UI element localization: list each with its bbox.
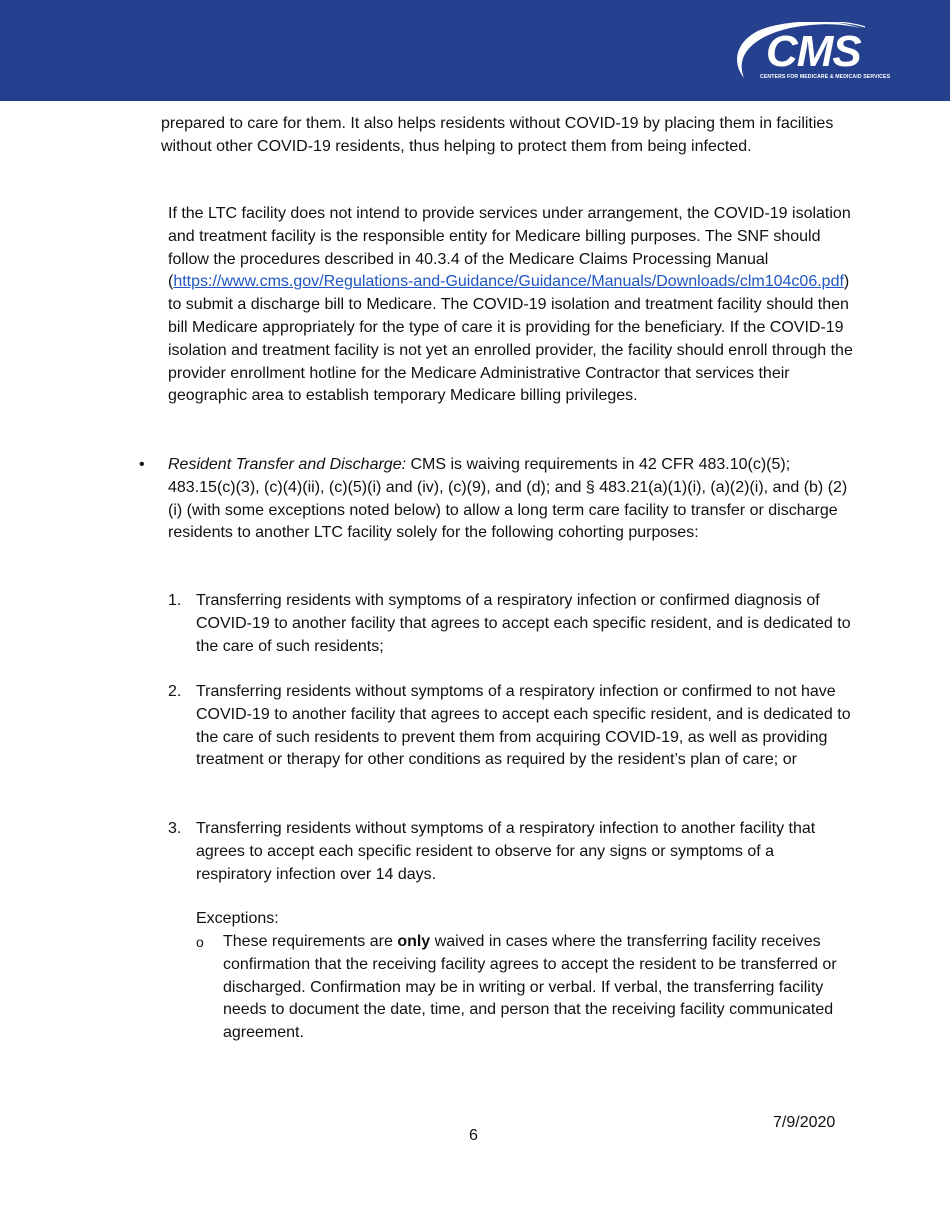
list-item: Transferring residents with symptoms of a respiratory infection or confirmed diagnosis of COVID-19 to another facility that agrees to accept each specific resident, and is dedicated to the care of such residents; xyxy=(196,592,851,655)
billing-text-after: ) to submit a discharge bill to Medicare. The COVID-19 isolation and treatment facility should then bill Medicare appropriately for the type of care it is providing for the beneficiary. If the COVID-19 isolation and treatment facility is not yet an enrolled provider, the facility should enroll through the provider enrollment hotline for the Medicare Administrative Contractor that services their geographic area to establish temporary Medicare billing privileges. xyxy=(168,273,853,405)
billing-text-before: If the LTC facility does not intend to provide services under arrangement, the COVID-19 isolation and treatment facility is the responsible entity for Medicare billing purposes. The SNF should follow the procedures described in 40.3.4 of the Medicare Claims Processing Manual ( xyxy=(168,205,851,291)
list-number: 1. xyxy=(168,592,182,609)
footer-date: 7/9/2020 xyxy=(773,1114,836,1131)
exception-item xyxy=(223,931,843,1045)
transfer-paragraph xyxy=(168,454,848,545)
claims-manual-link[interactable]: https://www.cms.gov/Regulations-and-Guidance/Guidance/Manuals/Downloads/clm104c06.pdf xyxy=(173,273,844,291)
exception-text-after: waived in cases where the transferring facility receives confirmation that the receiving facility agrees to accept the resident to be transferred or discharged. Confirmation may be in writing or verbal. If verbal, the transferring facility needs to document the date, time, and person that the receiving facility communicated agreement. xyxy=(223,933,837,1042)
transfer-text: CMS is waiving requirements in 42 CFR 483.10(c)(5); 483.15(c)(3), (c)(4)(ii), (c)(5)(i) and (iv), (c)(9), and (d); and § 483.21(a)(1)(i), (a)(2)(i), and (b) (2)(i) (with some exceptions noted below) to allow a long term care facility to transfer or discharge residents to another LTC facility solely for the following cohorting purposes: xyxy=(168,456,848,542)
logo-subtitle: CENTERS FOR MEDICARE & MEDICAID SERVICES xyxy=(760,74,891,80)
bullet-marker: • xyxy=(139,456,145,473)
logo-letters: CMS xyxy=(766,27,861,76)
header-banner xyxy=(0,0,950,101)
cms-logo xyxy=(730,22,905,84)
transfer-title: Resident Transfer and Discharge: xyxy=(168,456,407,473)
exception-text-before: These requirements are xyxy=(223,933,398,950)
list-number: 2. xyxy=(168,683,182,700)
list-item: Transferring residents without symptoms of a respiratory infection to another facility that agrees to accept each specific resident to observe for any signs or symptoms of a respiratory infection over 14 days. xyxy=(196,820,816,883)
list-number: 3. xyxy=(168,820,182,837)
list-item: Transferring residents without symptoms of a respiratory infection or confirmed to not have COVID-19 to another facility that agrees to accept each specific resident, and is dedicated to the care of such residents to prevent them from acquiring COVID-19, as well as providing treatment or therapy for other conditions as required by the resident’s plan of care; or xyxy=(196,683,851,769)
exceptions-title: Exceptions: xyxy=(196,910,279,927)
billing-paragraph xyxy=(168,203,858,408)
page-number: 6 xyxy=(469,1127,478,1144)
exception-bold: only xyxy=(397,933,431,950)
continuation-paragraph: prepared to care for them. It also helps residents without COVID-19 by placing them in facilities without other COVID-19 residents, thus helping to protect them from being infected. xyxy=(161,115,834,155)
sub-bullet-marker: o xyxy=(196,934,204,950)
